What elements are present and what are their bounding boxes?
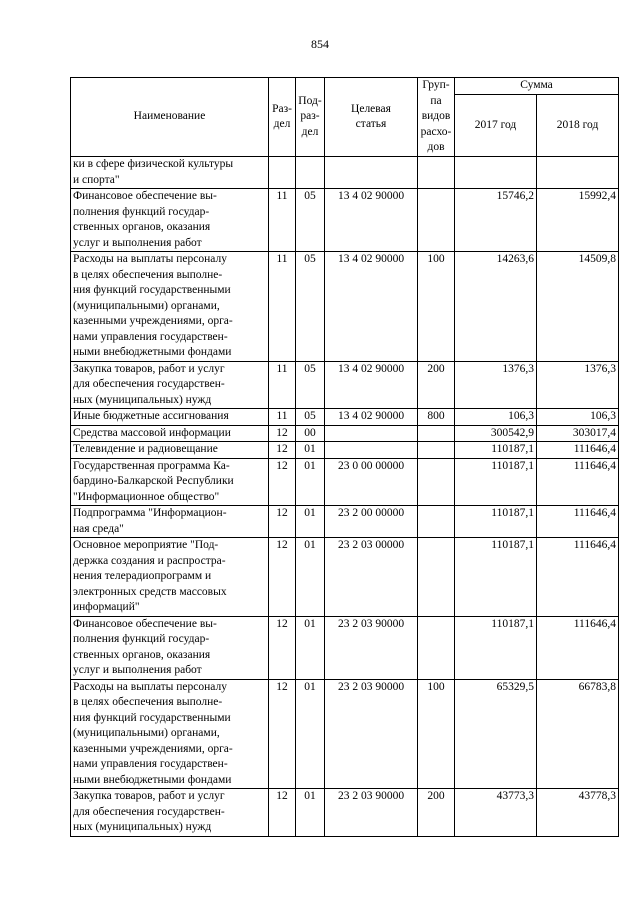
header-podrazdel: Под- раз- дел (296, 78, 325, 157)
table-body (71, 157, 619, 837)
row-podrazdel-cell: 01 (296, 506, 325, 538)
row-razdel-cell: 12 (269, 458, 296, 506)
row-vid-raskhodov-cell (418, 157, 455, 189)
row-razdel-cell: 12 (269, 442, 296, 459)
row-podrazdel-cell: 05 (296, 409, 325, 426)
row-podrazdel-cell: 01 (296, 538, 325, 617)
row-name-cell: Основное мероприятие "Под- держка создания и распростра- нения телерадиопрограмм и электронных средств массовых информаций" (71, 538, 269, 617)
row-tselevaya-statya-cell: 13 4 02 90000 (325, 409, 418, 426)
table-row (71, 189, 619, 252)
row-sum-2017-cell (455, 157, 537, 189)
page-number: 854 (311, 37, 329, 51)
row-podrazdel-cell: 00 (296, 425, 325, 442)
row-podrazdel-cell: 01 (296, 458, 325, 506)
row-tselevaya-statya-cell: 13 4 02 90000 (325, 361, 418, 409)
row-name-cell: Финансовое обеспечение вы- полнения функций государ- ственных органов, оказания услуг и выполнения работ (71, 189, 269, 252)
row-sum-2018-cell: 111646,4 (537, 458, 619, 506)
row-vid-raskhodov-cell: 100 (418, 252, 455, 362)
table-row (71, 616, 619, 679)
row-sum-2018-cell: 303017,4 (537, 425, 619, 442)
row-podrazdel-cell (296, 157, 325, 189)
table-row (71, 538, 619, 617)
row-vid-raskhodov-cell (418, 506, 455, 538)
row-sum-2017-cell: 110187,1 (455, 538, 537, 617)
row-razdel-cell: 12 (269, 679, 296, 789)
row-sum-2017-cell: 15746,2 (455, 189, 537, 252)
row-tselevaya-statya-cell: 23 2 00 00000 (325, 506, 418, 538)
row-name-cell: Подпрограмма "Информацион- ная среда" (71, 506, 269, 538)
row-razdel-cell: 12 (269, 616, 296, 679)
row-tselevaya-statya-cell (325, 442, 418, 459)
row-razdel-cell: 11 (269, 189, 296, 252)
row-tselevaya-statya-cell: 23 2 03 90000 (325, 789, 418, 837)
row-sum-2017-cell: 1376,3 (455, 361, 537, 409)
table-row (71, 425, 619, 442)
budget-table (70, 77, 619, 837)
row-tselevaya-statya-cell (325, 425, 418, 442)
row-tselevaya-statya-cell: 23 2 03 90000 (325, 616, 418, 679)
row-vid-raskhodov-cell (418, 458, 455, 506)
row-sum-2018-cell: 111646,4 (537, 538, 619, 617)
row-podrazdel-cell: 05 (296, 189, 325, 252)
row-sum-2017-cell: 106,3 (455, 409, 537, 426)
table-row (71, 458, 619, 506)
row-tselevaya-statya-cell: 23 2 03 00000 (325, 538, 418, 617)
row-razdel-cell: 12 (269, 425, 296, 442)
table-row (71, 679, 619, 789)
row-vid-raskhodov-cell: 100 (418, 679, 455, 789)
row-podrazdel-cell: 01 (296, 442, 325, 459)
row-razdel-cell: 11 (269, 252, 296, 362)
header-tselevaya-statya: Целевая статья (325, 78, 418, 157)
row-sum-2018-cell: 66783,8 (537, 679, 619, 789)
row-sum-2018-cell: 111646,4 (537, 616, 619, 679)
row-sum-2018-cell (537, 157, 619, 189)
row-tselevaya-statya-cell: 23 2 03 90000 (325, 679, 418, 789)
header-vid-raskhodov: Груп- па видов расхо- дов (418, 78, 455, 157)
row-vid-raskhodov-cell (418, 538, 455, 617)
row-vid-raskhodov-cell: 800 (418, 409, 455, 426)
row-tselevaya-statya-cell: 23 0 00 00000 (325, 458, 418, 506)
row-name-cell: ки в сфере физической культуры и спорта" (71, 157, 269, 189)
row-razdel-cell: 11 (269, 361, 296, 409)
row-sum-2017-cell: 43773,3 (455, 789, 537, 837)
row-sum-2017-cell: 110187,1 (455, 442, 537, 459)
table-header (71, 78, 619, 157)
header-name: Наименование (71, 78, 269, 157)
row-podrazdel-cell: 01 (296, 616, 325, 679)
header-year-2018: 2018 год (537, 94, 619, 157)
row-sum-2017-cell: 110187,1 (455, 506, 537, 538)
row-name-cell: Средства массовой информации (71, 425, 269, 442)
table-row (71, 157, 619, 189)
row-vid-raskhodov-cell (418, 189, 455, 252)
table-row (71, 506, 619, 538)
row-sum-2018-cell: 111646,4 (537, 442, 619, 459)
row-sum-2018-cell: 111646,4 (537, 506, 619, 538)
row-name-cell: Расходы на выплаты персоналу в целях обеспечения выполне- ния функций государственными (муниципальными) органами, казенными учреждениями, орга- нами управления государствен- ными внебюджетными фондами (71, 679, 269, 789)
row-podrazdel-cell: 01 (296, 679, 325, 789)
row-sum-2017-cell: 14263,6 (455, 252, 537, 362)
row-sum-2017-cell: 65329,5 (455, 679, 537, 789)
row-tselevaya-statya-cell: 13 4 02 90000 (325, 252, 418, 362)
row-name-cell: Финансовое обеспечение вы- полнения функций государ- ственных органов, оказания услуг и выполнения работ (71, 616, 269, 679)
row-sum-2018-cell: 1376,3 (537, 361, 619, 409)
row-razdel-cell: 12 (269, 538, 296, 617)
row-podrazdel-cell: 01 (296, 789, 325, 837)
table-row (71, 252, 619, 362)
row-name-cell: Иные бюджетные ассигнования (71, 409, 269, 426)
row-razdel-cell: 11 (269, 409, 296, 426)
row-vid-raskhodov-cell (418, 442, 455, 459)
row-sum-2018-cell: 106,3 (537, 409, 619, 426)
row-name-cell: Телевидение и радиовещание (71, 442, 269, 459)
row-tselevaya-statya-cell (325, 157, 418, 189)
row-name-cell: Закупка товаров, работ и услуг для обеспечения государствен- ных (муниципальных) нужд (71, 789, 269, 837)
table-row (71, 361, 619, 409)
row-name-cell: Государственная программа Ка- бардино-Балкарской Республики "Информационное общество" (71, 458, 269, 506)
table-row (71, 409, 619, 426)
row-sum-2017-cell: 110187,1 (455, 616, 537, 679)
row-name-cell: Расходы на выплаты персоналу в целях обеспечения выполне- ния функций государственными (муниципальными) органами, казенными учреждениями, орга- нами управления государствен- ными внебюджетными фондами (71, 252, 269, 362)
row-sum-2018-cell: 15992,4 (537, 189, 619, 252)
table-row (71, 442, 619, 459)
row-razdel-cell: 12 (269, 789, 296, 837)
row-vid-raskhodov-cell (418, 616, 455, 679)
table-row (71, 789, 619, 837)
row-podrazdel-cell: 05 (296, 252, 325, 362)
row-sum-2018-cell: 14509,8 (537, 252, 619, 362)
row-razdel-cell (269, 157, 296, 189)
row-sum-2017-cell: 110187,1 (455, 458, 537, 506)
header-razdel: Раз- дел (269, 78, 296, 157)
row-sum-2017-cell: 300542,9 (455, 425, 537, 442)
row-vid-raskhodov-cell: 200 (418, 789, 455, 837)
row-razdel-cell: 12 (269, 506, 296, 538)
row-name-cell: Закупка товаров, работ и услуг для обеспечения государствен- ных (муниципальных) нужд (71, 361, 269, 409)
row-podrazdel-cell: 05 (296, 361, 325, 409)
row-vid-raskhodov-cell: 200 (418, 361, 455, 409)
header-summa: Сумма (455, 78, 619, 95)
header-year-2017: 2017 год (455, 94, 537, 157)
row-vid-raskhodov-cell (418, 425, 455, 442)
row-tselevaya-statya-cell: 13 4 02 90000 (325, 189, 418, 252)
row-sum-2018-cell: 43778,3 (537, 789, 619, 837)
